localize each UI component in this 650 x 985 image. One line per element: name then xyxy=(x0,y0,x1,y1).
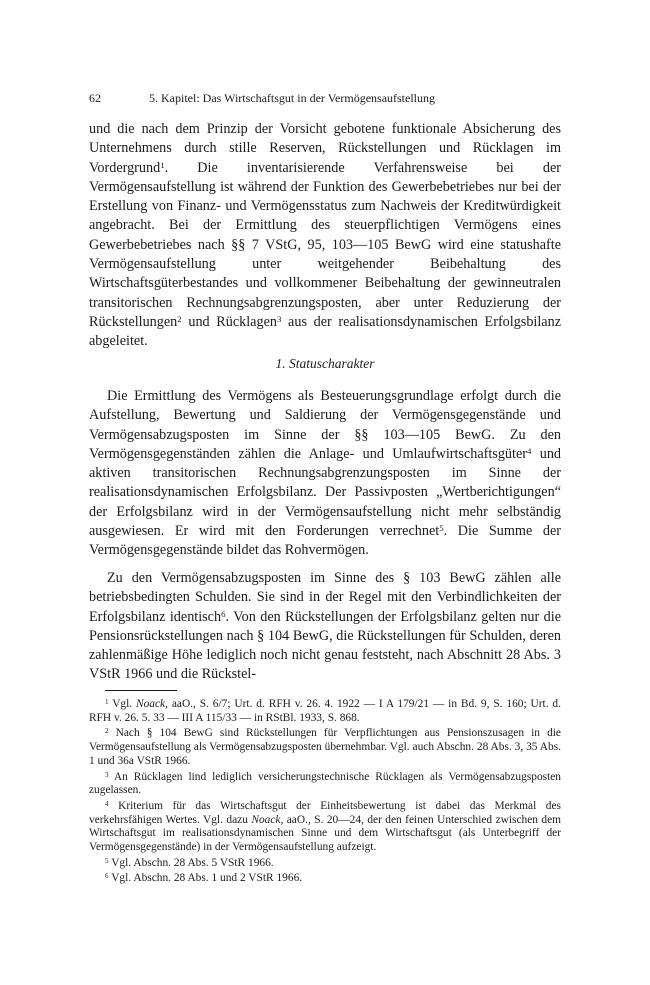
footnote-text: Nach § 104 BewG sind Rückstellungen für Verpflichtungen aus Pensionszusagen in die Vermögensaufstellung als Vermögensabzugsposten übernehmbar. Vgl. auch Abschn. 28 Abs. 3, 35 Abs. 1 und 36a VStR 1966. xyxy=(89,727,561,767)
footnote-text: An Rücklagen lind lediglich versicherungstechnische Rücklagen als Vermögensabzugsposten zugelassen. xyxy=(89,770,561,797)
footnote-ref: 6 xyxy=(221,608,226,619)
paragraph-text: . Von den Rückstellungen der Erfolgsbilanz gelten nur die Pensionsrückstellungen nach § 104 BewG, die Rückstellungen für Schulden, deren zahlenmäßige Höhe lediglich noch nicht genau feststeht, nach Abschnitt 28 Abs. 3 VStR 1966 und die Rückstel- xyxy=(89,608,561,683)
paragraph-text: . Die inventarisierende Verfahrensweise bei der Vermögensaufstellung ist während der Funktion des Gewerbebetriebes nur bei der Erstellung von Finanz- und Vermögensstatus zum Nachweis der Kreditwürdigkeit angebracht. Bei der Ermittlung des steuerpflichtigen Vermögens eines Gewerbebetriebes nach §§ 7 VStG, 95, 103—105 BewG wird eine statushafte Vermögensaufstellung unter weitgehender Beibehaltung des Wirtschaftsgüterbestandes und vollkommener Beibehaltung der gewinneutralen transitorischen Rechnungsabgrenzungsposten, aber unter Reduzierung der Rückstellungen xyxy=(89,159,561,330)
footnote-ref: 1 xyxy=(160,159,165,170)
section-heading: 1. Statuscharakter xyxy=(275,356,375,371)
page-number: 62 xyxy=(89,91,101,105)
paragraph-text: Zu den Vermögensabzugsposten im Sinne des § 103 BewG zählen alle betriebsbedingten Schulden. Sie sind in der Regel mit den Verbindlichkeiten der Erfolgsbilanz identisch xyxy=(89,570,561,625)
footnote-text: aaO., S. 20—24, der den feinen Unterschied zwischen dem Wirtschaftsgut im realisationsdynamischen Sinne und dem Wirtschaftsgut (als Unterbegriff der Vermögensgegenstände) in der Vermögensaufstellung aufzeigt. xyxy=(89,813,561,854)
running-head xyxy=(89,90,564,106)
footnote xyxy=(89,771,561,798)
paragraph-text: Die Ermittlung des Vermögens als Besteuerungsgrundlage erfolgt durch die Aufstellung, Bewertung und Saldierung der Vermögensgegenstände und Vermögensabzugsposten im Sinne der §§ 103—105 BewG. Zu den Vermögensgegenständen zählen die Anlage- und Umlaufwirtschaftsgüter xyxy=(89,388,561,462)
paragraph-text: und die nach dem Prinzip der Vorsicht gebotene funktionale Absicherung des Unternehmens durch stille Reserven, Rückstellungen und Rücklagen im Vordergrund xyxy=(89,121,561,176)
footnotes xyxy=(89,698,561,888)
footnote-number: 4 xyxy=(105,799,109,808)
footnote xyxy=(89,727,561,768)
footnote-ref: 2 xyxy=(177,314,182,325)
paragraph-intro xyxy=(89,120,561,352)
footnote xyxy=(89,800,561,855)
footnote-author: Noack, xyxy=(251,813,284,826)
chapter-title: 5. Kapitel: Das Wirtschaftsgut in der Vermögensaufstellung xyxy=(149,91,436,105)
footnote xyxy=(89,698,561,725)
footnote-text: aaO., S. 6/7; Urt. d. RFH v. 26. 4. 1922 — I A 179/21 — in Bd. 9, S. 160; Urt. d. RFH v. 26. 5. 33 — III A 115/33 — in RStBl. 1933, S. 868. xyxy=(89,698,561,724)
footnote-number: 1 xyxy=(105,697,109,706)
footnote-number: 5 xyxy=(105,856,109,865)
paragraph-statuscharakter xyxy=(89,387,561,561)
footnote-ref: 4 xyxy=(526,445,532,456)
paragraph-abzugsposten xyxy=(89,569,561,685)
paragraph-text: aus der realisationsdynamischen Erfolgsbilanz abgeleitet. xyxy=(89,313,561,350)
footnote-number: 6 xyxy=(105,872,109,881)
paragraph-text: und Rücklagen xyxy=(181,313,277,330)
footnote xyxy=(89,872,561,886)
footnote-ref: 3 xyxy=(276,314,282,325)
paragraph-text: . Die Summe der Vermögensgegenstände bildet das Rohvermögen. xyxy=(89,523,562,559)
footnote-text: Kriterium für das Wirtschaftsgut der Einheitsbewertung ist dabei das Merkmal des verkehrsfähigen Wertes. Vgl. dazu xyxy=(89,799,561,826)
footnote-number: 3 xyxy=(105,770,109,779)
footnote-text: Vgl. xyxy=(112,698,137,710)
footnote xyxy=(89,857,561,871)
footnote-text: Vgl. Abschn. 28 Abs. 5 VStR 1966. xyxy=(111,856,274,869)
footnote-number: 2 xyxy=(105,727,109,736)
paragraph-text: und aktiven transitorischen Rechnungsabgrenzungsposten im Sinne der realisationsdynamischen Erfolgsbilanz. Der Passivposten „Wertberichtigungen“ der Erfolgsbilanz wird in der Vermögensaufstellung nicht mehr selbständig ausgewiesen. Er wird mit den Forderungen verrechnet xyxy=(89,445,562,540)
footnote-text: Vgl. Abschn. 28 Abs. 1 und 2 VStR 1966. xyxy=(111,872,303,885)
footnote-ref: 5 xyxy=(439,523,444,534)
footnote-author: Noack, xyxy=(136,698,168,710)
footnote-rule xyxy=(105,690,177,691)
